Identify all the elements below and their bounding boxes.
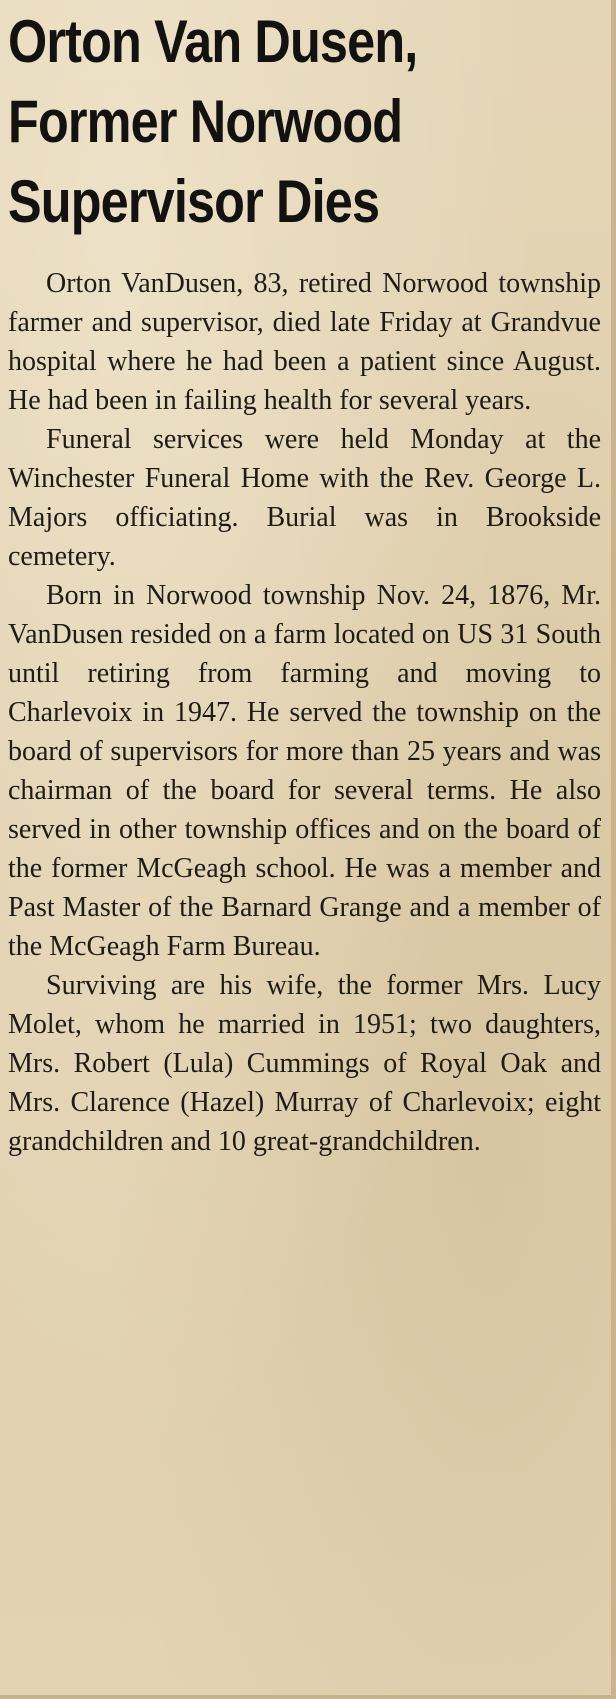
headline-line-3: Supervisor Dies (8, 168, 380, 235)
paragraph-funeral: Funeral services were held Monday at the Winchester Funeral Home with the Rev. George L. Majors officiating. Burial was in Brookside cemetery. (8, 424, 601, 572)
headline (8, 0, 601, 242)
paragraph-biography: Born in Norwood township Nov. 24, 1876, Mr. VanDusen resided on a farm located on US 31 South until retiring from farming and moving to Charlevoix in 1947. He served the township on the board of supervisors for more than 25 years and was chairman of the board for several terms. He also served in other township offices and on the board of the former McGeagh school. He was a member and Past Master of the Barnard Grange and a member of the McGeagh Farm Bureau. (8, 580, 601, 962)
headline-line-1: Orton Van Dusen, (8, 8, 418, 75)
article-body (8, 264, 601, 1161)
headline-line-2: Former Norwood (8, 88, 403, 155)
paragraph-survivors: Surviving are his wife, the former Mrs. Lucy Molet, whom he married in 1951; two daughters, Mrs. Robert (Lula) Cummings of Royal Oak and Mrs. Clarence (Hazel) Murray of Charlevoix; eight grandchildren and 10 great-grandchildren. (8, 970, 601, 1157)
paragraph-death-notice: Orton VanDusen, 83, retired Norwood township farmer and supervisor, died late Friday at Grandvue hospital where he had been a patient since August. He had been in failing health for several years. (8, 268, 601, 416)
